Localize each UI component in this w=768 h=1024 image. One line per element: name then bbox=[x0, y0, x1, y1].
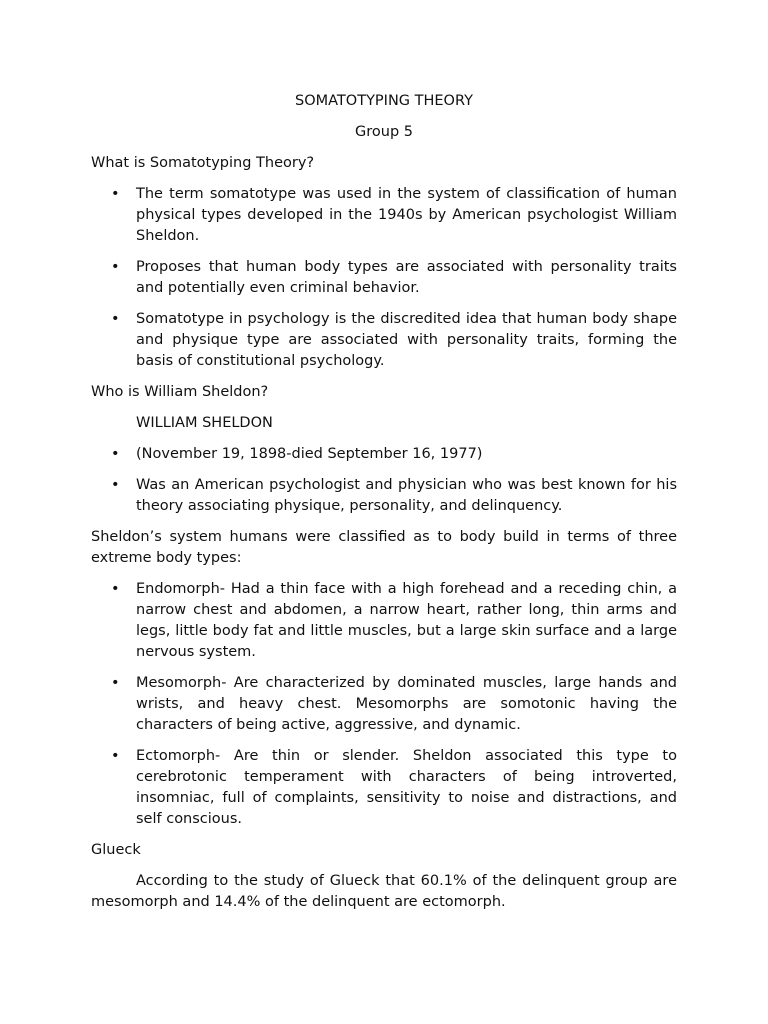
glueck-paragraph: According to the study of Glueck that 60.1% of the delinquent group are mesomorph and 14.4% of the delinquent are ectomorph. bbox=[91, 873, 677, 910]
sheldon-name: WILLIAM SHELDON bbox=[136, 415, 273, 431]
list-item bbox=[91, 746, 677, 830]
list-item-text: Proposes that human body types are associated with personality traits and potentially even criminal behavior. bbox=[136, 259, 677, 296]
list-item-text: Somatotype in psychology is the discredited idea that human body shape and physique type are associated with personality traits, forming the basis of constitutional psychology. bbox=[136, 311, 677, 369]
bullet-icon: • bbox=[111, 446, 120, 462]
bullet-list-body-types bbox=[91, 579, 677, 830]
list-item-text: Endomorph- Had a thin face with a high forehead and a receding chin, a narrow chest and abdomen, a narrow heart, rather long, thin arms and legs, little body fat and little muscles, but a large skin surface and a large nervous system. bbox=[136, 581, 677, 660]
body-types-intro: Sheldon’s system humans were classified as to body build in terms of three extreme body types: bbox=[91, 529, 677, 566]
list-item bbox=[91, 184, 677, 247]
list-item-text: (November 19, 1898-died September 16, 1977) bbox=[136, 446, 483, 462]
bullet-icon: • bbox=[111, 477, 120, 493]
bullet-icon: • bbox=[111, 186, 120, 202]
list-item-text: Ectomorph- Are thin or slender. Sheldon associated this type to cerebrotonic temperament with characters of being introverted, insomniac, full of complaints, sensitivity to noise and distractions, and self conscious. bbox=[136, 748, 677, 827]
list-item bbox=[91, 444, 677, 465]
bullet-icon: • bbox=[111, 581, 120, 597]
bullet-icon: • bbox=[111, 311, 120, 327]
section-heading-glueck: Glueck bbox=[91, 842, 141, 858]
list-item bbox=[91, 673, 677, 736]
section-heading-somatotyping: What is Somatotyping Theory? bbox=[91, 155, 315, 171]
list-item-text: The term somatotype was used in the system of classification of human physical types developed in the 1940s by American psychologist William Sheldon. bbox=[136, 186, 677, 244]
list-item bbox=[91, 257, 677, 299]
list-item bbox=[91, 309, 677, 372]
bullet-list-somatotyping bbox=[91, 184, 677, 372]
bullet-icon: • bbox=[111, 675, 120, 691]
list-item bbox=[91, 475, 677, 517]
document-title: SOMATOTYPING THEORY bbox=[295, 93, 473, 109]
document-subtitle: Group 5 bbox=[355, 124, 413, 140]
list-item-text: Was an American psychologist and physician who was best known for his theory associating physique, personality, and delinquency. bbox=[136, 477, 677, 514]
section-heading-sheldon: Who is William Sheldon? bbox=[91, 384, 269, 400]
bullet-list-sheldon bbox=[91, 444, 677, 517]
list-item-text: Mesomorph- Are characterized by dominated muscles, large hands and wrists, and heavy chest. Mesomorphs are somotonic having the characters of being active, aggressive, and dynamic. bbox=[136, 675, 677, 733]
list-item bbox=[91, 579, 677, 663]
bullet-icon: • bbox=[111, 748, 120, 764]
bullet-icon: • bbox=[111, 259, 120, 275]
